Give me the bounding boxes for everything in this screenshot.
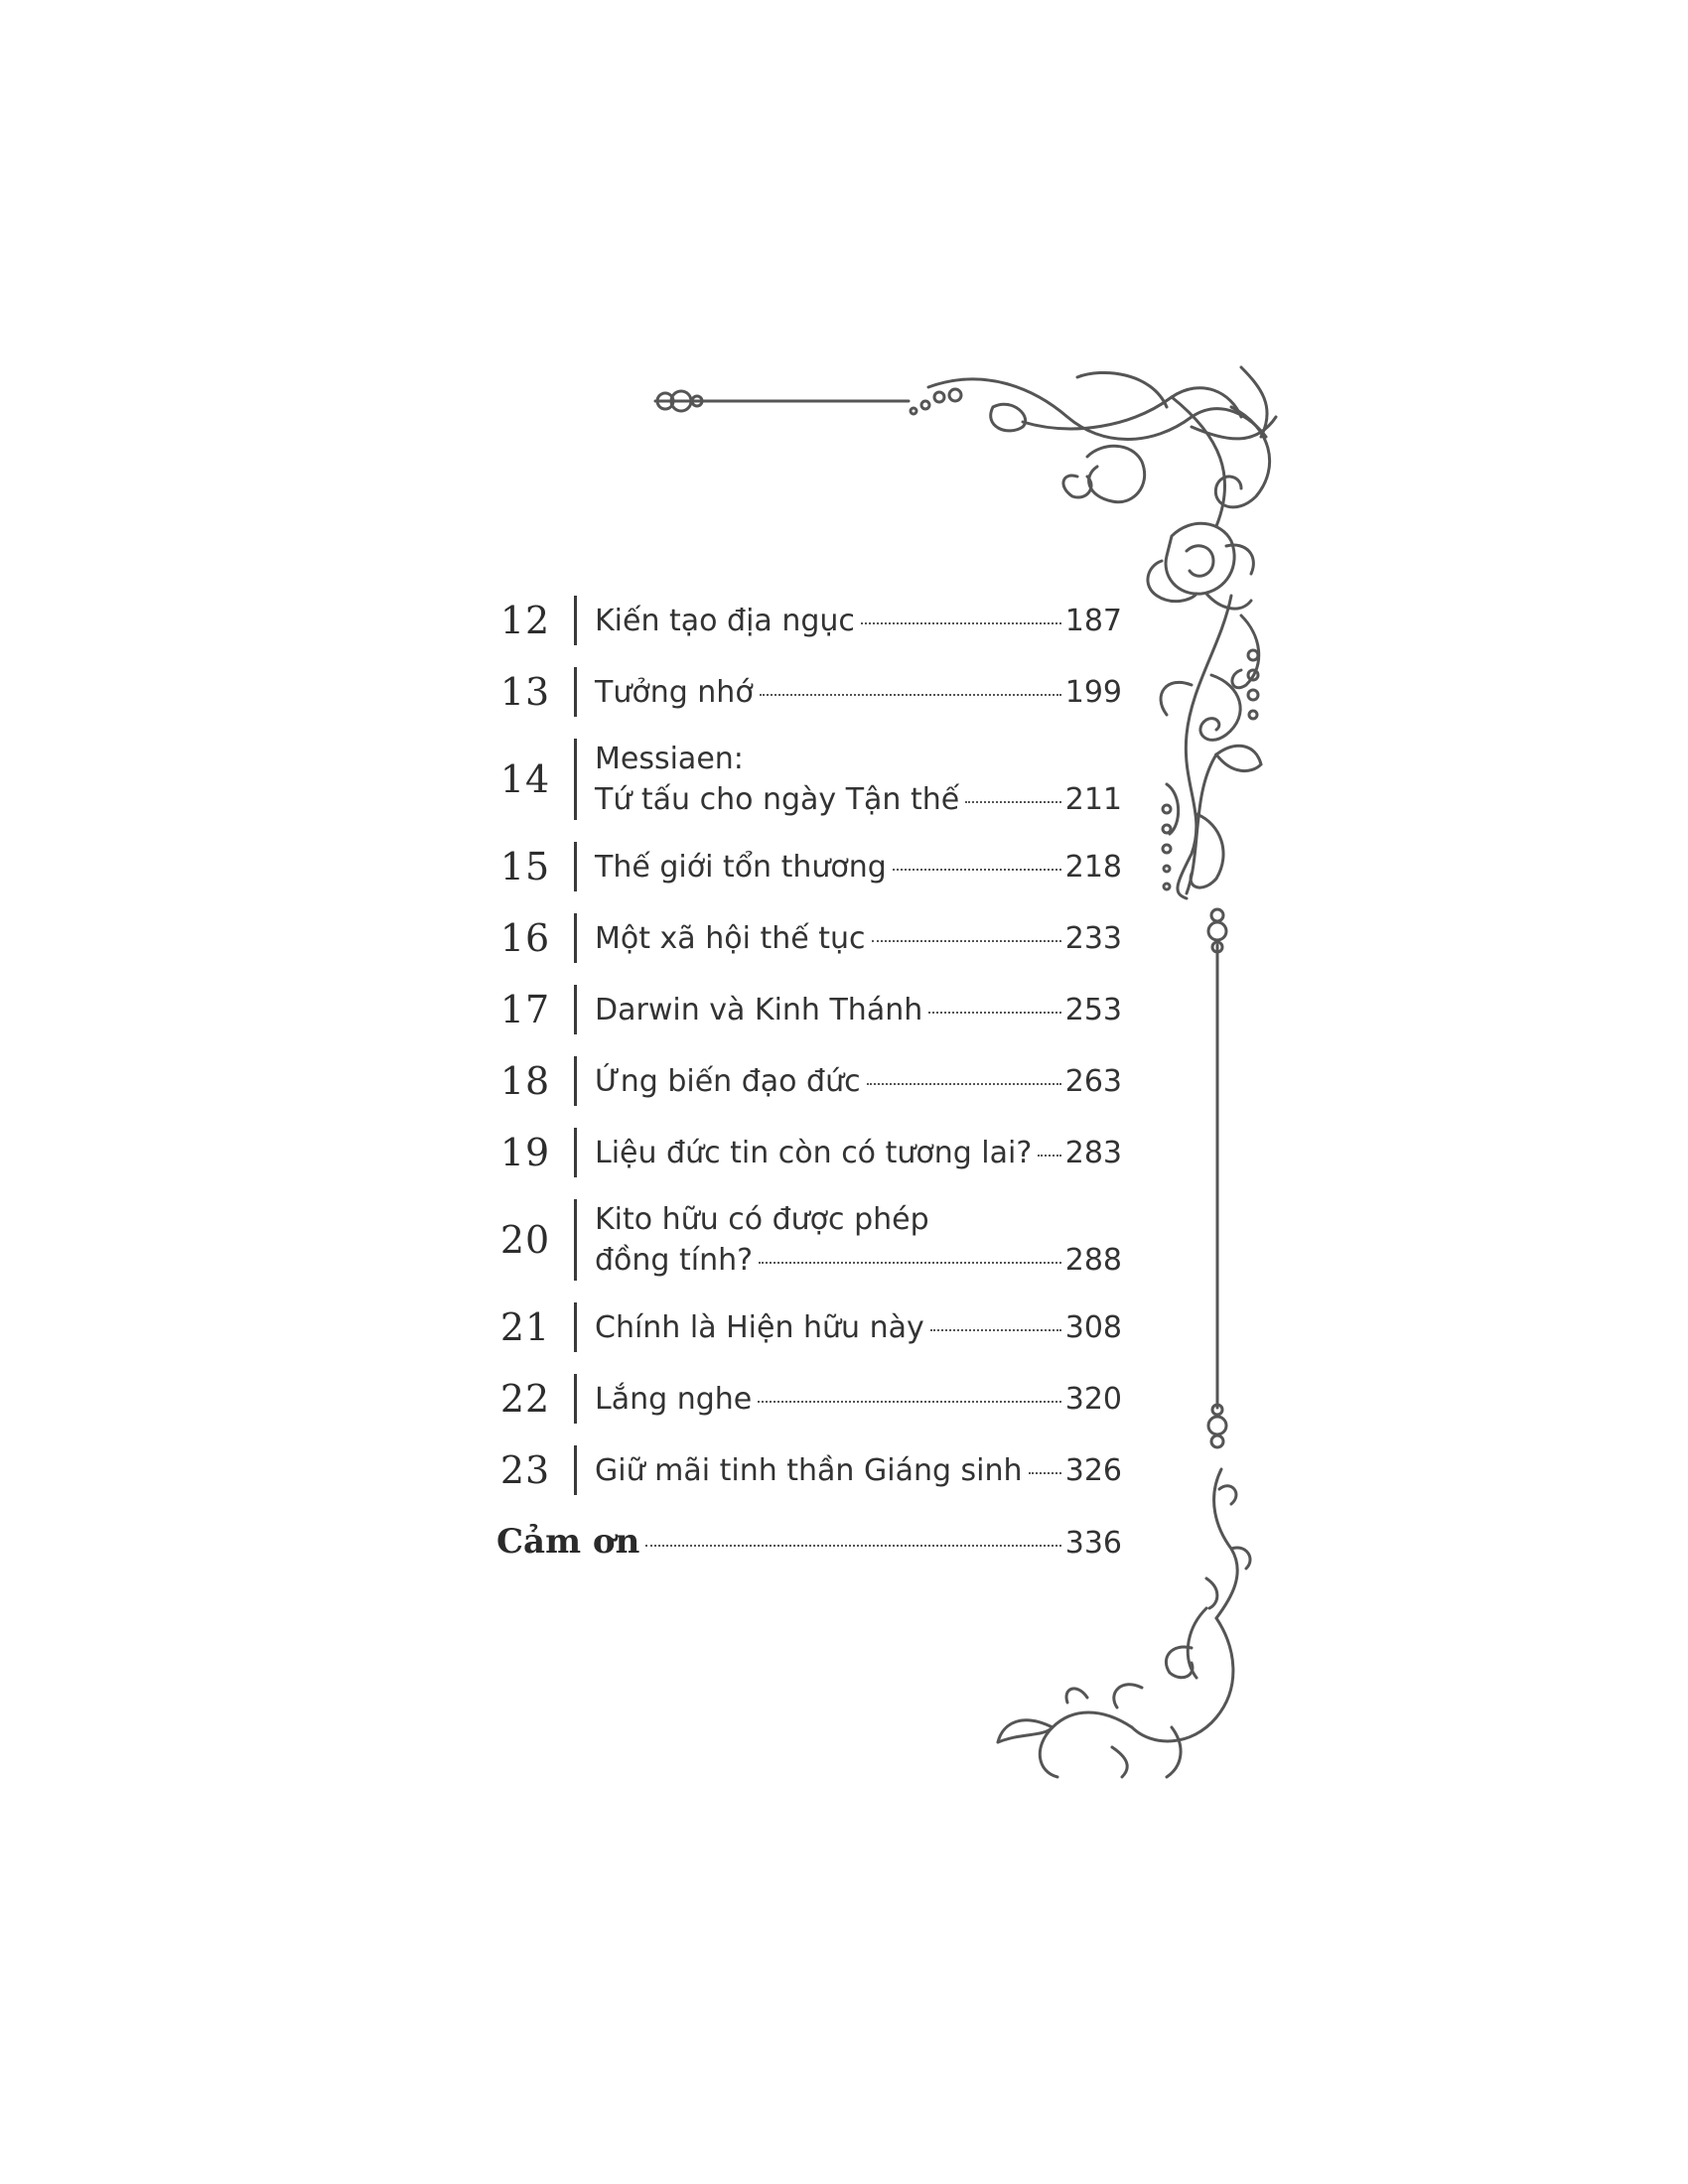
dot-leader xyxy=(1038,1155,1060,1157)
entry-body xyxy=(595,604,1122,638)
chapter-title: Ứng biến đạo đức xyxy=(595,1063,861,1099)
rose-icon xyxy=(1148,523,1253,609)
dot-leader xyxy=(872,940,1061,942)
chapter-title: Darwin và Kinh Thánh xyxy=(595,992,923,1027)
dot-leader xyxy=(867,1083,1061,1085)
chapter-number: 17 xyxy=(499,988,551,1031)
page-number: 199 xyxy=(1064,674,1122,710)
toc-entry[interactable] xyxy=(487,1128,1122,1177)
chapter-title: Thế giới tổn thương xyxy=(595,849,887,885)
dot-leader xyxy=(965,801,1061,803)
toc-entry[interactable] xyxy=(487,842,1122,891)
divider-bar xyxy=(574,1128,577,1177)
chapter-number: 14 xyxy=(499,757,551,801)
page-number: 326 xyxy=(1064,1452,1122,1488)
chapter-title-line1: Kito hữu có được phép xyxy=(595,1202,929,1237)
entry-body xyxy=(595,1136,1122,1170)
acknowledgements-title: Cảm ơn xyxy=(496,1522,640,1562)
toc-entry[interactable] xyxy=(487,1374,1122,1424)
dot-leader xyxy=(645,1545,1060,1547)
chapter-title: Một xã hội thế tục xyxy=(595,920,866,956)
entry-body xyxy=(595,1310,1122,1345)
page-number: 336 xyxy=(1064,1526,1122,1561)
chapter-title: Chính là Hiện hữu này xyxy=(595,1309,924,1345)
toc-entry[interactable] xyxy=(487,913,1122,963)
page-number: 283 xyxy=(1064,1135,1122,1170)
toc-entry[interactable] xyxy=(487,596,1122,645)
entry-body xyxy=(595,1453,1122,1488)
chapter-number: 22 xyxy=(499,1377,551,1421)
page-number: 263 xyxy=(1064,1063,1122,1099)
dot-leader xyxy=(893,869,1061,871)
divider-bar xyxy=(574,913,577,963)
chapter-title: Tưởng nhớ xyxy=(595,674,754,710)
toc-entry[interactable] xyxy=(487,1056,1122,1106)
chapter-title: Lắng nghe xyxy=(595,1381,753,1417)
dot-leader xyxy=(1029,1472,1061,1474)
corner-flourish-top-right xyxy=(928,367,1276,526)
chapter-number: 15 xyxy=(499,845,551,888)
entry-body xyxy=(595,742,1122,817)
toc-entry[interactable] xyxy=(487,739,1122,820)
divider-bar xyxy=(574,667,577,717)
dot-leader xyxy=(760,694,1061,696)
chapter-title: Tứ tấu cho ngày Tận thế xyxy=(595,782,960,817)
entry-body xyxy=(595,993,1122,1027)
dot-leader xyxy=(861,622,1061,624)
toc-entry[interactable] xyxy=(487,985,1122,1034)
chapter-number: 13 xyxy=(499,670,551,714)
entry-body xyxy=(595,921,1122,956)
chapter-number: 16 xyxy=(499,916,551,960)
page-number: 218 xyxy=(1064,849,1122,885)
page-number: 308 xyxy=(1064,1309,1122,1345)
chapter-title-line1: Messiaen: xyxy=(595,742,744,776)
divider-bar xyxy=(574,1302,577,1352)
chapter-number: 19 xyxy=(499,1131,551,1174)
entry-body xyxy=(595,1382,1122,1417)
divider-bar xyxy=(574,739,577,820)
divider-bar xyxy=(574,596,577,645)
vertical-vine xyxy=(1161,596,1261,898)
divider-bar xyxy=(574,985,577,1034)
toc-entry[interactable] xyxy=(487,667,1122,717)
entry-body xyxy=(595,1064,1122,1099)
chapter-number: 12 xyxy=(499,599,551,642)
page-number: 320 xyxy=(1064,1381,1122,1417)
top-left-finial-icon xyxy=(655,391,707,411)
divider-bar xyxy=(574,1374,577,1424)
chapter-number: 20 xyxy=(499,1218,551,1262)
divider-bar xyxy=(574,842,577,891)
chapter-title: đồng tính? xyxy=(595,1243,754,1278)
divider-bar xyxy=(574,1445,577,1495)
entry-body xyxy=(595,850,1122,885)
dot-leader xyxy=(759,1262,1061,1264)
divider-bar xyxy=(574,1056,577,1106)
toc-entry[interactable] xyxy=(487,1445,1122,1495)
page-number: 211 xyxy=(1064,782,1122,817)
dot-leader xyxy=(758,1401,1061,1403)
toc-entry[interactable] xyxy=(487,1302,1122,1352)
entry-body xyxy=(487,1522,1122,1562)
dot-leader xyxy=(930,1329,1061,1331)
dot-leader xyxy=(928,1012,1061,1014)
entry-body xyxy=(595,675,1122,710)
chapter-number: 21 xyxy=(499,1305,551,1349)
dot-trail-top xyxy=(911,389,961,414)
page-number: 187 xyxy=(1064,603,1122,638)
page-number: 233 xyxy=(1064,920,1122,956)
right-rule-bottom-finial-icon xyxy=(1208,1405,1226,1447)
entry-body xyxy=(595,1202,1122,1278)
chapter-title: Giữ mãi tinh thần Giáng sinh xyxy=(595,1452,1023,1488)
page-number: 288 xyxy=(1064,1243,1122,1278)
table-of-contents xyxy=(487,596,1122,1588)
toc-entry[interactable] xyxy=(487,1199,1122,1281)
chapter-number: 23 xyxy=(499,1448,551,1492)
toc-entry-acknowledgements[interactable] xyxy=(487,1517,1122,1567)
chapter-number: 18 xyxy=(499,1059,551,1103)
chapter-title: Liệu đức tin còn có tương lai? xyxy=(595,1135,1033,1170)
divider-bar xyxy=(574,1199,577,1281)
chapter-title: Kiến tạo địa ngục xyxy=(595,603,855,638)
page-number: 253 xyxy=(1064,992,1122,1027)
